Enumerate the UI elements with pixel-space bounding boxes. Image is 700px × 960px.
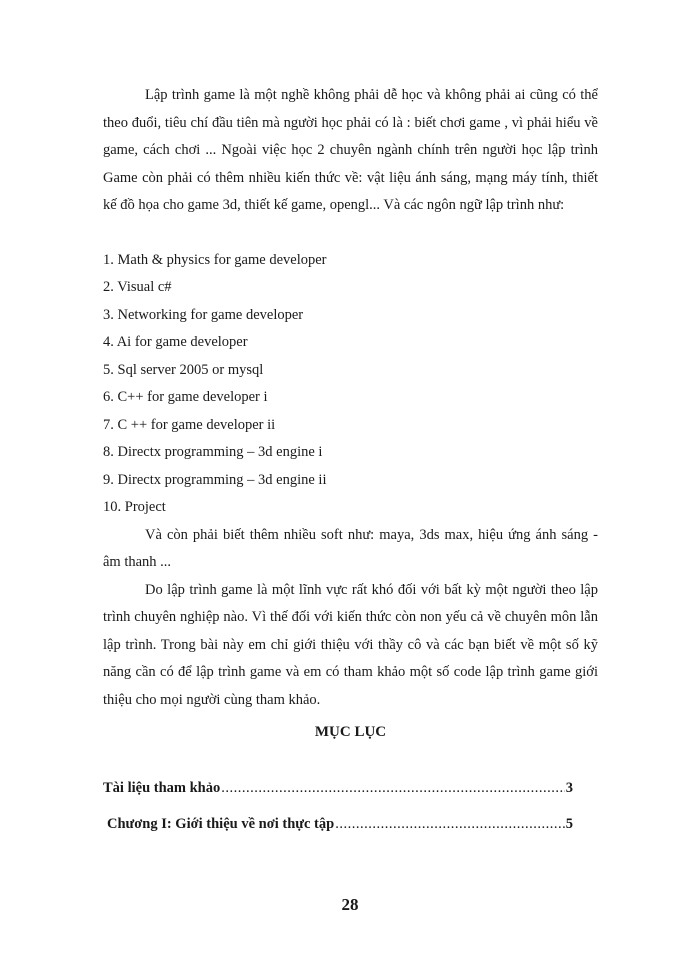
list-item: 2. Visual c# xyxy=(103,279,172,295)
page-number: 28 xyxy=(341,895,359,914)
list-item: 5. Sql server 2005 or mysql xyxy=(103,361,264,378)
conclusion-paragraph: Do lập trình game là một lĩnh vực rất khó đối với bất kỳ một người theo lập trình chuyên nghiệp nào. Vì thế đối với kiến thức còn non yếu cả về chuyên môn lẫn lập trình. Trong bài này em chỉ giới thiệu với thầy cô và các bạn biết về một số kỹ năng cần có để lập trình game và em có tham khảo một số code lập trình game giới thiệu cho mọi người cùng tham khảo. xyxy=(103,581,598,708)
document-body xyxy=(103,82,598,842)
software-paragraph: Và còn phải biết thêm nhiều soft như: maya, 3ds max, hiệu ứng ánh sáng - âm thanh ... xyxy=(103,526,598,570)
toc-entry-label: Chương I: Giới thiệu về nơi thực tập xyxy=(107,816,335,832)
list-item: 6. C++ for game developer i xyxy=(103,389,268,405)
toc-title: MỤC LỤC xyxy=(314,724,387,740)
list-item: 3. Networking for game developer xyxy=(103,306,304,323)
toc-entry-page: 3 xyxy=(565,780,573,796)
toc-dot-leader xyxy=(335,806,565,842)
list-item: 4. Ai for game developer xyxy=(103,334,248,350)
list-item: 9. Directx programming – 3d engine ii xyxy=(103,471,327,488)
list-item: 10. Project xyxy=(103,499,166,515)
toc-dot-leader xyxy=(221,770,565,806)
toc-entry-chapter-1[interactable] xyxy=(103,806,573,842)
list-item: 1. Math & physics for game developer xyxy=(103,251,327,268)
blank-line xyxy=(103,220,598,247)
list-item: 7. C ++ for game developer ii xyxy=(103,416,276,433)
toc-entry-label: Tài liệu tham khảo xyxy=(103,780,221,796)
toc-entry-page: 5 xyxy=(565,816,573,832)
list-item: 8. Directx programming – 3d engine i xyxy=(103,444,323,460)
course-list xyxy=(103,247,598,522)
intro-paragraph: Lập trình game là một nghề không phải dễ học và không phải ai cũng có thể theo đuổi, tiêu chí đầu tiên mà người học phải có là : biết chơi game , vì phải hiểu về game, cách chơi ... Ngoài việc học 2 chuyên ngành chính trên người học lập trình Game còn phải có thêm nhiều kiến thức về: vật liệu ánh sáng, mạng máy tính, thiết kế đồ họa cho game 3d, thiết kế game, opengl... Và các ngôn ngữ lập trình như: xyxy=(103,87,598,213)
toc-entry-references[interactable] xyxy=(103,770,573,806)
table-of-contents xyxy=(103,770,598,842)
